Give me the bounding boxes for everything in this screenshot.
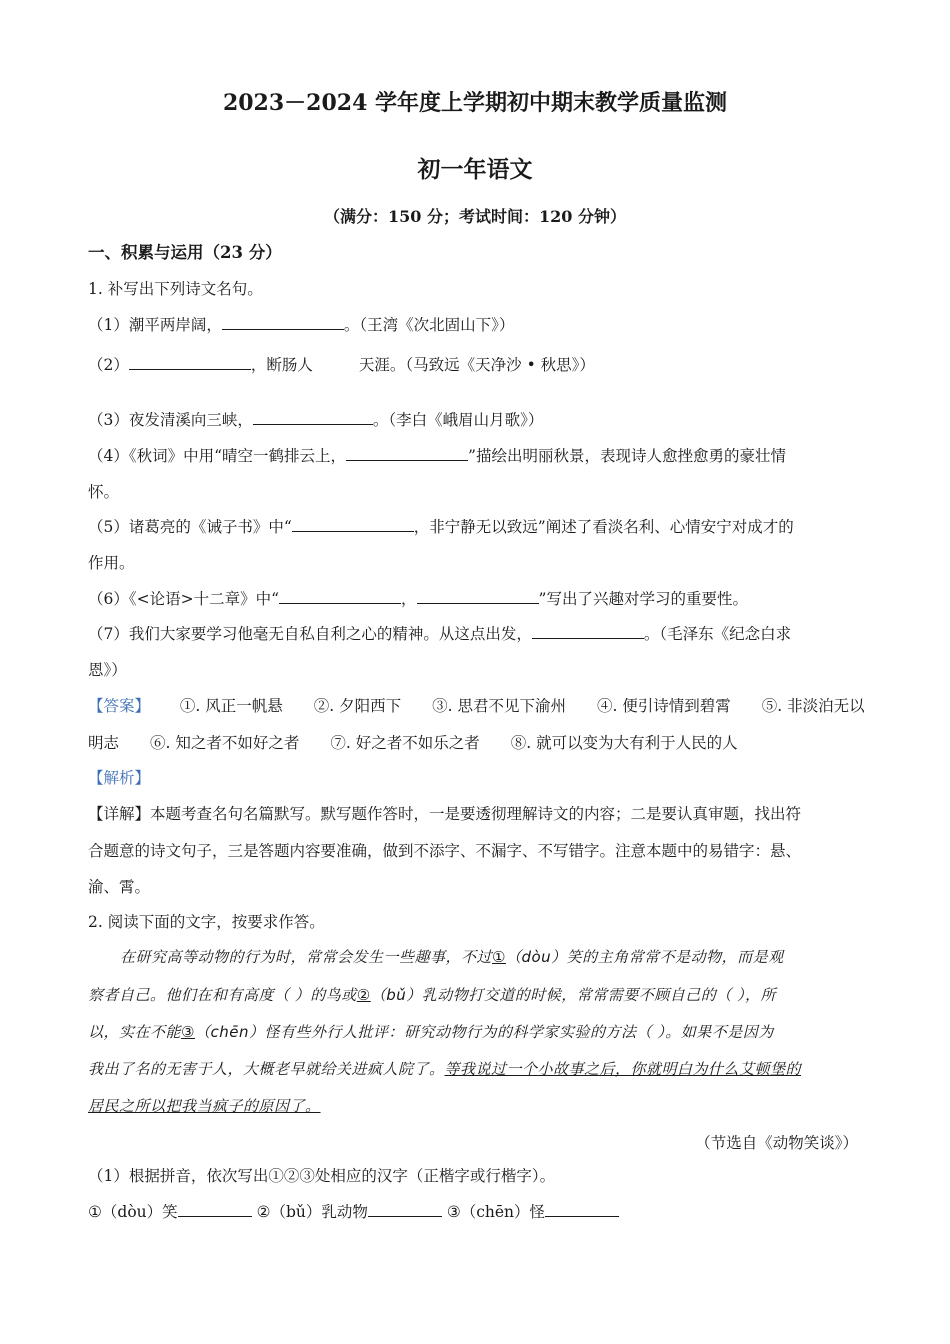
underlined-sentence: 等我说过一个小故事之后，你就明白为什么艾顿堡的	[444, 1060, 802, 1078]
text: （6）《<论语>十二章》中“	[88, 590, 280, 608]
passage-line-4	[88, 1058, 801, 1080]
text: 以，实在不能	[88, 1023, 182, 1041]
text: 。（王湾《次北固山下》）	[343, 316, 515, 334]
text: ，	[401, 590, 417, 608]
question-1-item-4-cont: 怀。	[88, 483, 120, 501]
passage-line-5: 居民之所以把我当疯子的原因了。	[88, 1097, 321, 1115]
detail-line-2: 合题意的诗文句子，三是答题内容要准确，做到不添字、不漏字、不写错字。注意本题中的易错字：悬、	[88, 842, 802, 860]
text: 。（毛泽东《纪念白求	[643, 625, 792, 643]
answer-blank[interactable]	[417, 587, 539, 604]
marker-2: ②	[356, 986, 371, 1004]
marker-1: ①	[492, 948, 506, 966]
text: （4）《秋词》中用“晴空一鹤排云上，	[88, 447, 347, 465]
text: 我出了名的无害于人，大概老早就给关进疯人院了。	[88, 1060, 445, 1078]
text: （5）诸葛亮的《诫子书》中“	[88, 518, 292, 536]
answer-blank[interactable]	[532, 622, 644, 639]
text: （dòu）笑的主角常常不是动物，而是观	[505, 948, 784, 966]
question-1-item-7-cont: 恩》）	[88, 661, 127, 679]
answer-blank[interactable]	[222, 313, 344, 330]
text: ③（chēn）怪	[446, 1203, 546, 1221]
text: （3）夜发清溪向三峡，	[88, 411, 253, 429]
question-1-item-7	[88, 622, 791, 645]
answer-blank[interactable]	[129, 353, 251, 370]
answer-line-1	[88, 695, 865, 717]
answer-blank[interactable]	[178, 1200, 252, 1217]
exam-subject: 初一年语文	[417, 156, 533, 183]
question-1-item-1	[88, 313, 514, 336]
text: （2）	[88, 356, 129, 374]
question-1-item-5-cont: 作用。	[88, 554, 135, 572]
text: （chēn）怪有些外行人批评：研究动物行为的科学家实验的方法（ ）。如果不是因为	[194, 1023, 774, 1041]
text: 在研究高等动物的行为时，常常会发生一些趣事，不过	[120, 948, 493, 966]
answer-blank[interactable]	[279, 587, 401, 604]
question-2-stem: 2. 阅读下面的文字，按要求作答。	[88, 913, 325, 931]
answer-label: 【答案】	[88, 697, 151, 715]
text: 。（李白《峨眉山月歌》）	[372, 411, 544, 429]
question-1-item-6	[88, 587, 748, 610]
text: ②（bǔ）乳动物	[256, 1203, 368, 1221]
question-2-sub-1-blanks	[88, 1200, 619, 1223]
text: ，断肠人	[250, 356, 313, 374]
analysis-label: 【解析】	[88, 769, 151, 787]
text: （bǔ）乳动物打交道的时候，常常需要不顾自己的（ ），所	[370, 986, 777, 1004]
text: （1）潮平两岸阔，	[88, 316, 222, 334]
passage-source: （节选自《动物笑谈》）	[695, 1134, 858, 1152]
question-2-sub-1: （1）根据拼音，依次写出①②③处相应的汉字（正楷字或行楷字）。	[88, 1167, 556, 1185]
answer-blank[interactable]	[346, 444, 468, 461]
text: 察者自己。他们在和有高度（ ）的鸟或	[88, 986, 357, 1004]
question-1-item-2	[88, 353, 595, 376]
text: 天涯。（马致远《天净沙 • 秋思》）	[358, 356, 595, 374]
text: （7）我们大家要学习他毫无自私自利之心的精神。从这点出发，	[88, 625, 532, 643]
marker-3: ③	[181, 1023, 195, 1041]
passage-line-2	[88, 984, 776, 1006]
question-1-item-3	[88, 408, 543, 431]
text: ”描绘出明丽秋景，表现诗人愈挫愈勇的豪壮情	[468, 447, 786, 465]
detail-line-3: 渝、霄。	[88, 878, 151, 896]
answer-blank[interactable]	[253, 408, 373, 425]
detail-line-1: 【详解】本题考查名句名篇默写。默写题作答时，一是要透彻理解诗文的内容；二是要认真审题，找出符	[88, 805, 802, 823]
question-1-item-4	[88, 444, 786, 467]
answer-blank[interactable]	[368, 1200, 442, 1217]
text: ①（dòu）笑	[88, 1203, 178, 1221]
question-1-item-5	[88, 515, 794, 538]
exam-title: 2023－2024 学年度上学期初中期末教学质量监测	[222, 90, 728, 116]
exam-info: （满分：150 分；考试时间：120 分钟）	[324, 207, 626, 226]
question-1-stem: 1. 补写出下列诗文名句。	[88, 280, 263, 298]
answer-blank[interactable]	[292, 515, 414, 532]
answer-text: ①. 风正一帆悬 ②. 夕阳西下 ③. 思君不见下渝州 ④. 便引诗情到碧霄 ⑤. 非淡泊无以	[179, 697, 865, 715]
passage-line-3	[88, 1021, 774, 1043]
text: ，非宁静无以致远”阐述了看淡名利、心情安宁对成才的	[413, 518, 794, 536]
answer-blank[interactable]	[545, 1200, 619, 1217]
passage-line-1	[120, 946, 784, 968]
answer-line-2: 明志 ⑥. 知之者不如好之者 ⑦. 好之者不如乐之者 ⑧. 就可以变为大有利于人民的人	[88, 734, 738, 752]
section-heading: 一、积累与运用（23 分）	[88, 243, 282, 262]
text: ”写出了兴趣对学习的重要性。	[538, 590, 748, 608]
